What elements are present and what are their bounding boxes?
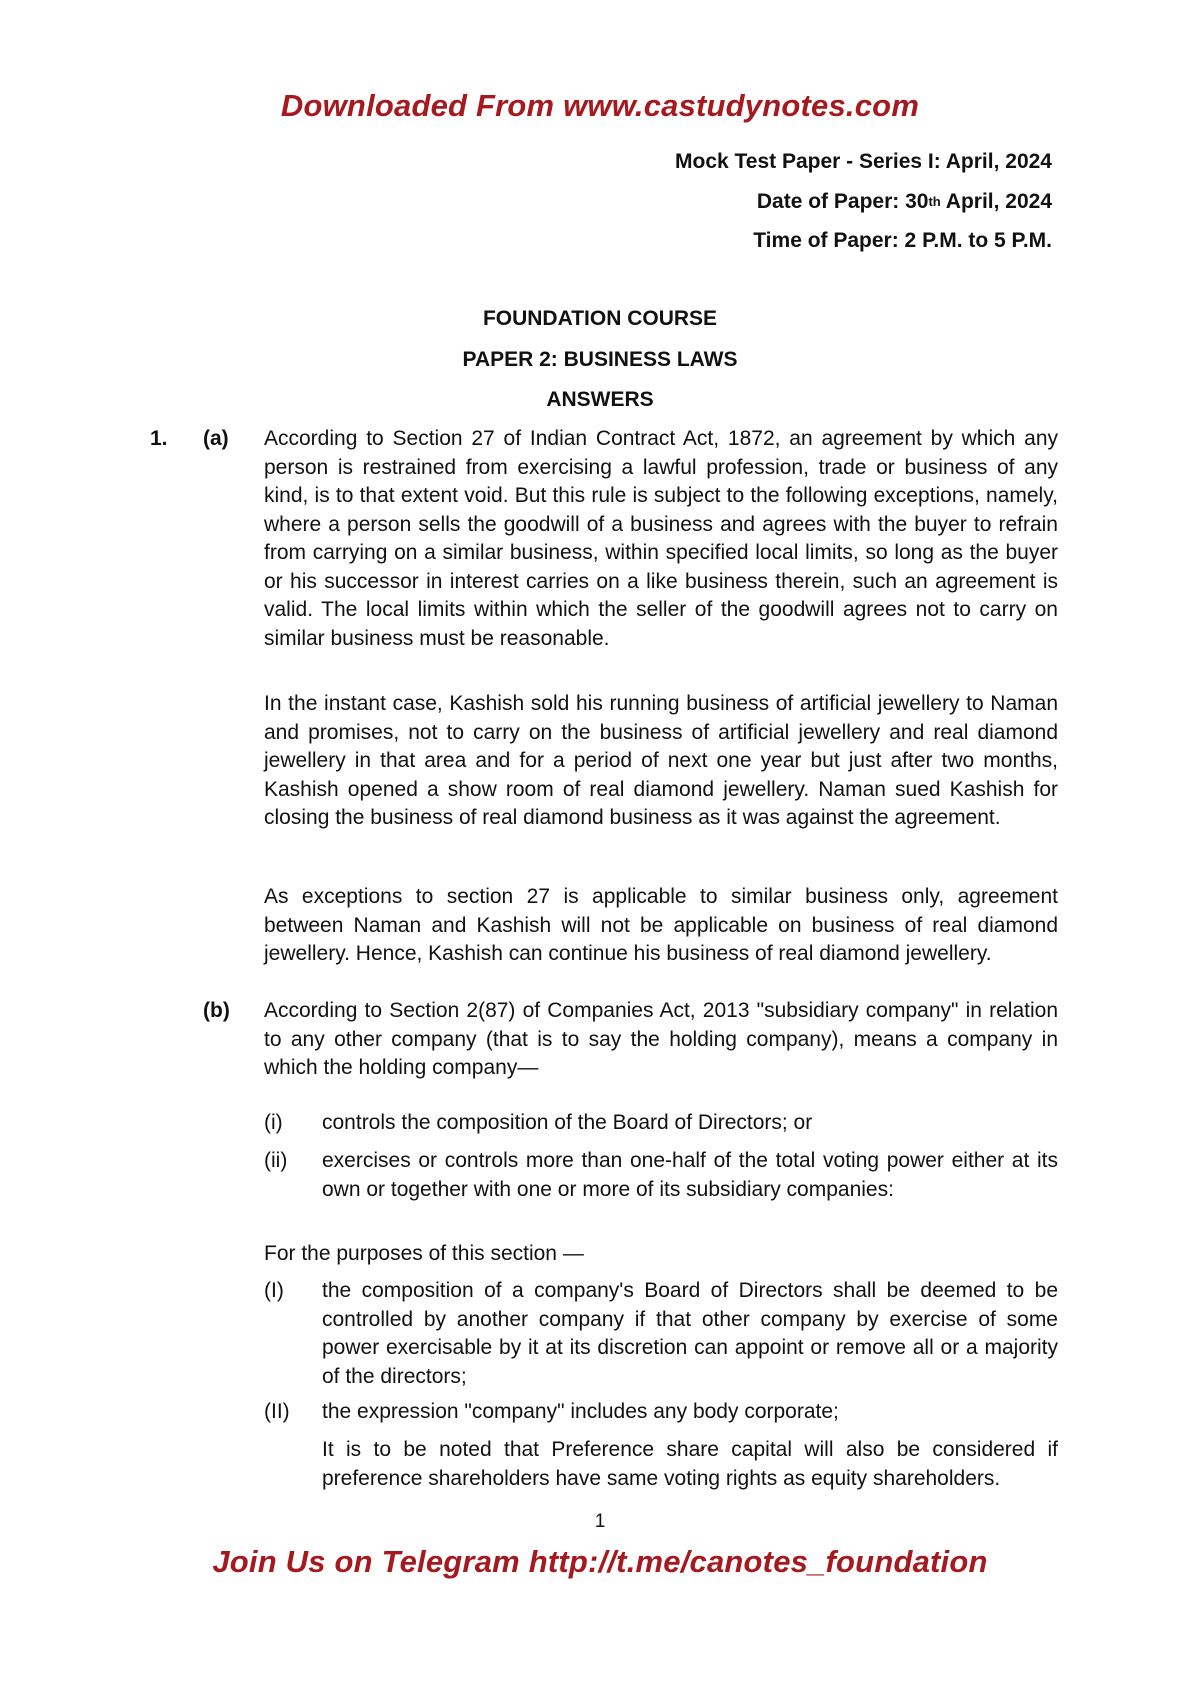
part-a-paragraph: In the instant case, Kashish sold his running business of artificial jewellery to Naman and promises, not to carry on the business of artificial jewellery and real diamond jewellery in that area and for a period of next one year but just after two months, Kashish opened a show room of real diamond jewellery. Naman sued Kashish for closing the business of real diamond business as it was against the agreement. [264,692,1058,829]
date-ordinal-suffix: th [928,194,941,209]
date-prefix: Date of Paper: 30 [756,190,929,213]
list-item-label: (ii) [264,1149,288,1172]
note-paragraph: It is to be noted that Preference share capital will also be considered if preference shareholders have same voting rights as equity shareholders. [322,1438,1058,1490]
sub-item-text: the expression "company" includes any body corporate; [322,1400,839,1423]
mock-test-series: Mock Test Paper - Series I: April, 2024 [675,150,1052,173]
list-item-text: exercises or controls more than one-half of the total voting power either at its own or together with one or more of its subsidiary companies: [322,1149,1058,1201]
telegram-banner[interactable]: Join Us on Telegram http://t.me/canotes_foundation [212,1544,988,1579]
question-number: 1. [150,427,168,450]
part-a-paragraph: As exceptions to section 27 is applicable to similar business only, agreement between Naman and Kashish will not be applicable on business of real diamond jewellery. Hence, Kashish can continue his business of real diamond jewellery. [264,885,1058,965]
course-title: FOUNDATION COURSE [482,307,718,330]
date-suffix: April, 2024 [940,190,1052,213]
part-b-label: (b) [203,999,230,1022]
part-b-intro: According to Section 2(87) of Companies Act, 2013 "subsidiary company" in relation to any other company (that is to say the holding company), means a company in which the holding company— [264,999,1058,1079]
date-of-paper [757,190,1052,214]
paper-title: PAPER 2: BUSINESS LAWS [462,348,738,371]
download-source-banner[interactable]: Downloaded From www.castudynotes.com [280,88,920,123]
part-a-label: (a) [203,427,229,450]
sub-item-label: (II) [264,1400,290,1423]
time-of-paper: Time of Paper: 2 P.M. to 5 P.M. [753,229,1052,252]
list-item-text: controls the composition of the Board of Directors; or [322,1111,813,1134]
answers-heading: ANSWERS [546,388,654,411]
sub-item-text: the composition of a company's Board of Directors shall be deemed to be controlled by another company if that other company by exercise of some power exercisable by it at its discretion can appoint or remove all or a majority of the directors; [322,1279,1058,1388]
sub-item-label: (I) [264,1279,284,1302]
part-a-paragraph: According to Section 27 of Indian Contract Act, 1872, an agreement by which any person is restrained from exercising a lawful profession, trade or business of any kind, is to that extent void. But this rule is subject to the following exceptions, namely, where a person sells the goodwill of a business and agrees with the buyer to refrain from carrying on a similar business, within specified local limits, so long as the buyer or his successor in interest carries on a like business therein, such an agreement is valid. The local limits within which the seller of the goodwill agrees not to carry on similar business must be reasonable. [264,427,1058,650]
purposes-line: For the purposes of this section — [264,1242,584,1265]
list-item-label: (i) [264,1111,283,1134]
page-number: 1 [594,1511,606,1532]
